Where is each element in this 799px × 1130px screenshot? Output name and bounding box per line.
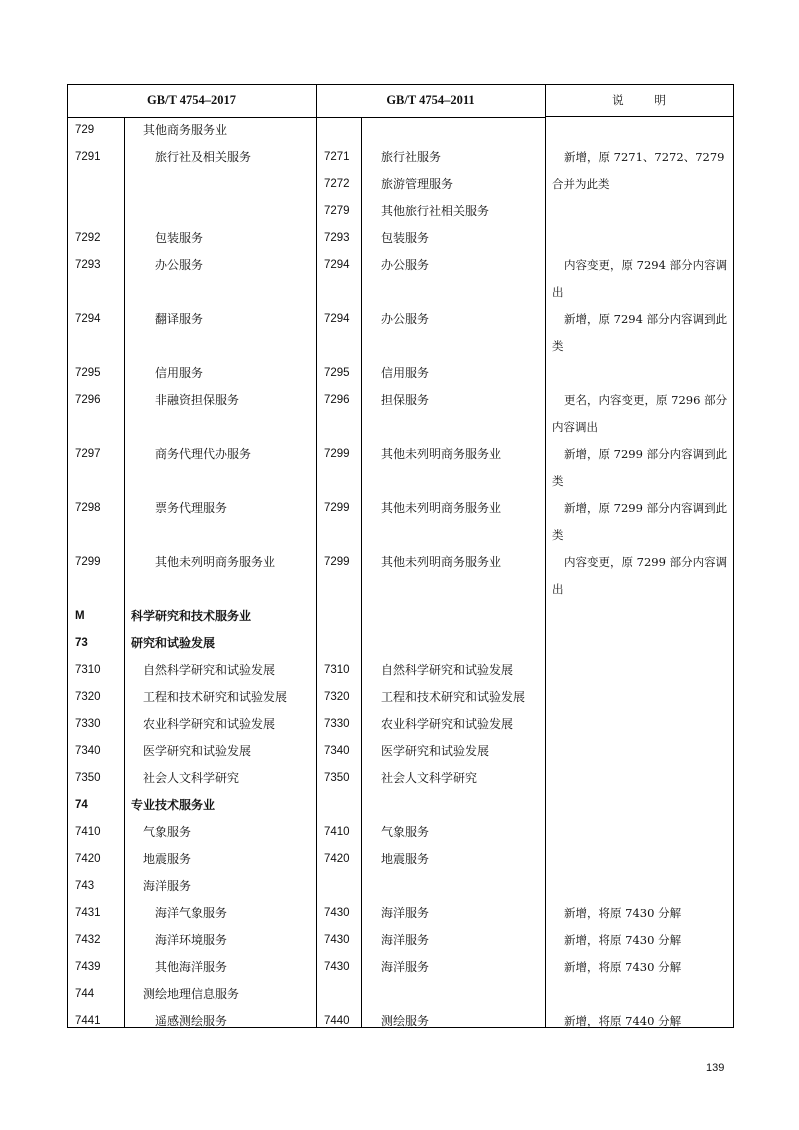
table-row	[0, 360, 799, 387]
old-code: 7294	[324, 259, 350, 271]
header-old-standard: GB/T 4754–2011	[316, 84, 545, 118]
table-row	[0, 846, 799, 873]
old-category-name: 海洋服务	[381, 906, 430, 920]
old-category-name: 担保服务	[381, 393, 430, 407]
new-category-name: 科学研究和技术服务业	[131, 609, 252, 623]
new-code: 7291	[75, 151, 101, 163]
table-row	[0, 873, 799, 900]
new-code: 7330	[75, 718, 101, 730]
new-category-name: 旅行社及相关服务	[155, 150, 252, 164]
new-code: 7340	[75, 745, 101, 757]
change-note: 内容变更，原 7299 部分内容调出	[552, 555, 728, 596]
old-code: 7350	[324, 772, 350, 784]
new-category-name: 办公服务	[155, 258, 204, 272]
old-category-name: 办公服务	[381, 258, 430, 272]
old-category-name: 社会人文科学研究	[381, 771, 478, 785]
old-category-name: 旅行社服务	[381, 150, 442, 164]
new-category-name: 信用服务	[155, 366, 204, 380]
table-row	[0, 792, 799, 819]
old-code: 7279	[324, 205, 350, 217]
new-category-name: 地震服务	[143, 852, 192, 866]
change-note: 新增，原 7271、7272、7279 合并为此类	[552, 150, 725, 191]
new-code: 7420	[75, 853, 101, 865]
old-category-name: 测绘服务	[381, 1014, 430, 1028]
new-code: 744	[75, 988, 95, 1000]
change-note: 新增，原 7294 部分内容调到此类	[552, 312, 728, 353]
new-category-name: 票务代理服务	[155, 501, 228, 515]
new-code: 7310	[75, 664, 101, 676]
old-code: 7299	[324, 502, 350, 514]
new-code: 7350	[75, 772, 101, 784]
old-code: 7293	[324, 232, 350, 244]
table-row	[0, 765, 799, 792]
new-category-name: 其他商务服务业	[143, 123, 228, 137]
table-row	[0, 630, 799, 657]
old-code: 7330	[324, 718, 350, 730]
new-code: 74	[75, 799, 88, 811]
new-code: 7296	[75, 394, 101, 406]
old-code: 7271	[324, 151, 350, 163]
table-row	[0, 684, 799, 711]
new-category-name: 其他未列明商务服务业	[155, 555, 276, 569]
new-code: 7439	[75, 961, 101, 973]
new-category-name: 农业科学研究和试验发展	[143, 717, 276, 731]
new-code: 7431	[75, 907, 101, 919]
new-category-name: 气象服务	[143, 825, 192, 839]
new-code: 7298	[75, 502, 101, 514]
old-category-name: 气象服务	[381, 825, 430, 839]
old-code: 7299	[324, 448, 350, 460]
header-description: 说 明	[545, 84, 733, 117]
new-category-name: 医学研究和试验发展	[143, 744, 252, 758]
change-note: 更名，内容变更，原 7296 部分内容调出	[552, 393, 728, 434]
old-category-name: 海洋服务	[381, 933, 430, 947]
old-code: 7294	[324, 313, 350, 325]
new-code: 729	[75, 124, 95, 136]
new-category-name: 翻译服务	[155, 312, 204, 326]
old-category-name: 旅游管理服务	[381, 177, 454, 191]
new-category-name: 遥感测绘服务	[155, 1014, 228, 1028]
change-note: 新增，将原 7430 分解	[564, 960, 682, 974]
old-code: 7410	[324, 826, 350, 838]
old-code: 7340	[324, 745, 350, 757]
new-category-name: 海洋气象服务	[155, 906, 228, 920]
table-row	[0, 495, 799, 542]
old-code: 7310	[324, 664, 350, 676]
new-category-name: 包装服务	[155, 231, 204, 245]
table-row	[0, 1008, 799, 1035]
old-category-name: 其他未列明商务服务业	[381, 447, 502, 461]
change-note: 新增，将原 7430 分解	[564, 933, 682, 947]
table-row	[0, 738, 799, 765]
new-code: 7293	[75, 259, 101, 271]
new-code: 7410	[75, 826, 101, 838]
new-code: 7292	[75, 232, 101, 244]
old-category-name: 自然科学研究和试验发展	[381, 663, 514, 677]
header-new-standard: GB/T 4754–2017	[67, 84, 316, 118]
old-category-name: 地震服务	[381, 852, 430, 866]
table-row	[0, 927, 799, 954]
table-row	[0, 954, 799, 981]
change-note: 新增，将原 7430 分解	[564, 906, 682, 920]
table-row	[0, 981, 799, 1008]
change-note: 新增，原 7299 部分内容调到此类	[552, 447, 728, 488]
page-number: 139	[706, 1062, 725, 1074]
old-code: 7430	[324, 907, 350, 919]
table-row	[0, 171, 799, 198]
old-code: 7299	[324, 556, 350, 568]
old-category-name: 农业科学研究和试验发展	[381, 717, 514, 731]
new-code: 7299	[75, 556, 101, 568]
old-category-name: 海洋服务	[381, 960, 430, 974]
new-category-name: 非融资担保服务	[155, 393, 240, 407]
old-category-name: 工程和技术研究和试验发展	[381, 690, 526, 704]
change-note: 新增，原 7299 部分内容调到此类	[552, 501, 728, 542]
new-code: 7297	[75, 448, 101, 460]
old-code: 7440	[324, 1015, 350, 1027]
old-category-name: 医学研究和试验发展	[381, 744, 490, 758]
change-note: 内容变更，原 7294 部分内容调出	[552, 258, 728, 299]
new-code: 7295	[75, 367, 101, 379]
new-category-name: 工程和技术研究和试验发展	[143, 690, 288, 704]
new-category-name: 研究和试验发展	[131, 636, 216, 650]
table-row	[0, 198, 799, 225]
old-category-name: 其他旅行社相关服务	[381, 204, 490, 218]
new-code: 73	[75, 637, 88, 649]
old-code: 7296	[324, 394, 350, 406]
table-row	[0, 819, 799, 846]
old-category-name: 信用服务	[381, 366, 430, 380]
old-code: 7430	[324, 961, 350, 973]
new-category-name: 专业技术服务业	[131, 798, 216, 812]
new-category-name: 海洋环境服务	[155, 933, 228, 947]
old-category-name: 其他未列明商务服务业	[381, 555, 502, 569]
old-code: 7430	[324, 934, 350, 946]
new-code: 7294	[75, 313, 101, 325]
new-code: M	[75, 610, 85, 622]
table-row	[0, 657, 799, 684]
new-code: 7441	[75, 1015, 101, 1027]
change-note: 新增，将原 7440 分解	[564, 1014, 682, 1028]
new-code: 7432	[75, 934, 101, 946]
old-category-name: 包装服务	[381, 231, 430, 245]
table-row	[0, 225, 799, 252]
old-code: 7320	[324, 691, 350, 703]
table-row	[0, 252, 799, 299]
new-category-name: 自然科学研究和试验发展	[143, 663, 276, 677]
old-category-name: 办公服务	[381, 312, 430, 326]
table-row	[0, 711, 799, 738]
table-row	[0, 900, 799, 927]
new-code: 7320	[75, 691, 101, 703]
old-code: 7420	[324, 853, 350, 865]
table-row	[0, 549, 799, 596]
new-category-name: 社会人文科学研究	[143, 771, 240, 785]
old-category-name: 其他未列明商务服务业	[381, 501, 502, 515]
new-category-name: 测绘地理信息服务	[143, 987, 240, 1001]
new-category-name: 海洋服务	[143, 879, 192, 893]
table-row	[0, 306, 799, 353]
new-code: 743	[75, 880, 95, 892]
old-code: 7272	[324, 178, 350, 190]
table-row	[0, 387, 799, 434]
new-category-name: 其他海洋服务	[155, 960, 228, 974]
new-category-name: 商务代理代办服务	[155, 447, 252, 461]
old-code: 7295	[324, 367, 350, 379]
table-row	[0, 117, 799, 144]
table-row	[0, 603, 799, 630]
table-row	[0, 441, 799, 488]
